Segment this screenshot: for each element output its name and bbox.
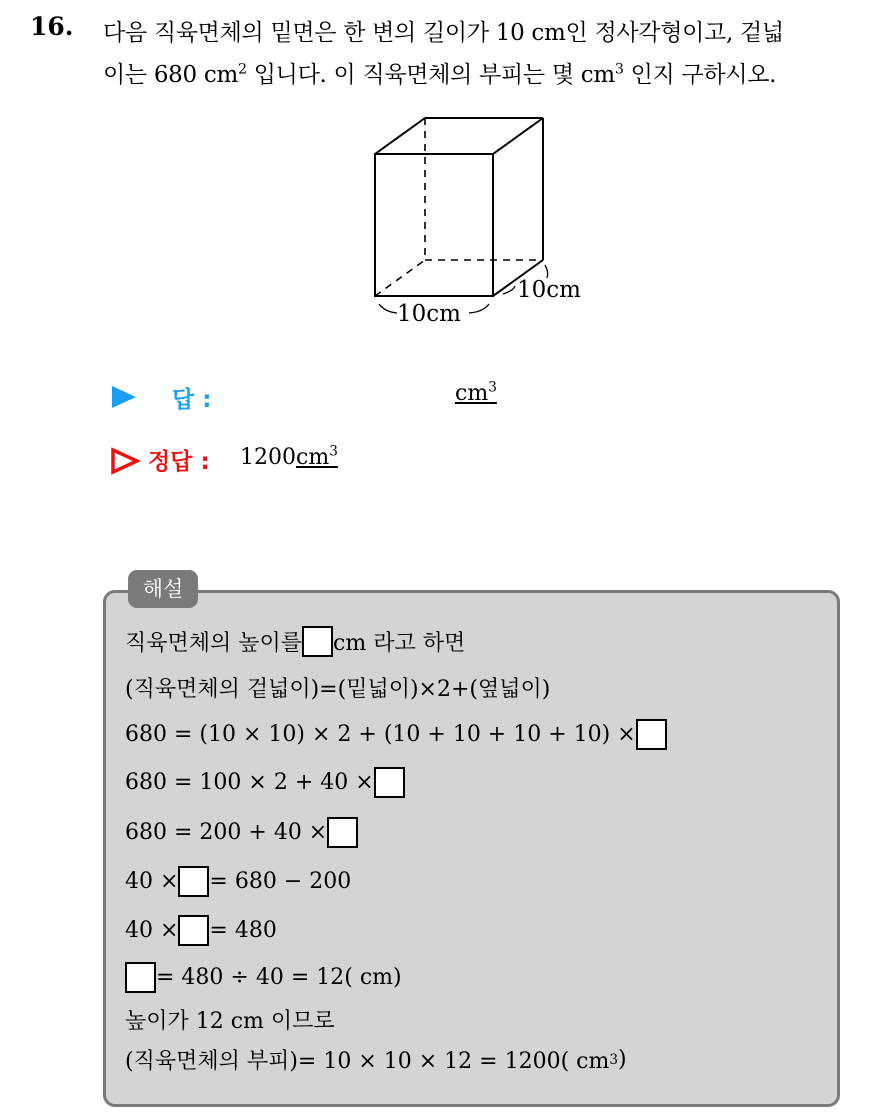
explanation-line-2: (직육면체의 겉넓이)=(밑넓이)×2+(옆넓이) [125, 677, 551, 702]
answer-label: 답 : [172, 387, 212, 413]
blank-box [374, 767, 405, 798]
explanation-tab: 해설 [128, 570, 198, 608]
width-label: 10cm [397, 301, 461, 327]
explanation-line-10: (직육면체의 부피)= 10 × 10 × 12 = 1200( cm 3 ) [125, 1047, 627, 1074]
question-text-line1: 다음 직육면체의 밑면은 한 변의 길이가 10 cm인 정사각형이고, 겉넓 [103, 20, 784, 46]
blank-box [178, 915, 209, 946]
explanation-line-5: 680 = 200 + 40 × [125, 817, 358, 848]
solution-arrow-icon [110, 447, 140, 475]
explanation-line-9: 높이가 12 cm 이므로 [125, 1009, 335, 1034]
solution-label: 정답 : [148, 449, 210, 475]
prism-figure [355, 108, 600, 333]
question-text-line2: 이는 680 $cm^2$ 입니다. 이 직육면체의 부피는 몇 $cm^3$ 인지 구하시오. [103, 61, 777, 88]
prism-hidden-edges [375, 118, 543, 296]
explanation-line-4: 680 = 100 × 2 + 40 × [125, 767, 405, 798]
width-arc-left [379, 304, 397, 313]
blank-box [125, 962, 156, 993]
question-number: 16. [30, 12, 74, 41]
blank-box [178, 866, 209, 897]
explanation-line-7: 40 × = 480 [125, 915, 277, 946]
explanation-line-8: = 480 ÷ 40 = 12( cm) [125, 962, 402, 993]
solution-value: $1200cm^3$ [240, 443, 338, 470]
answer-unit[interactable]: $cm^3$ [455, 379, 497, 406]
answer-arrow-icon [112, 386, 136, 408]
depth-label: 10cm [517, 277, 581, 303]
blank-box [327, 817, 358, 848]
blank-box [302, 626, 333, 657]
explanation-line-6: 40 × = 680 − 200 [125, 866, 351, 897]
prism-front-face [375, 154, 493, 296]
explanation-line-3: 680 = (10 × 10) × 2 + (10 + 10 + 10 + 10) × [125, 719, 667, 750]
blank-box [636, 719, 667, 750]
explanation-line-1: 직육면체의 높이를 cm 라고 하면 [125, 626, 465, 657]
width-arc-right [469, 304, 489, 313]
